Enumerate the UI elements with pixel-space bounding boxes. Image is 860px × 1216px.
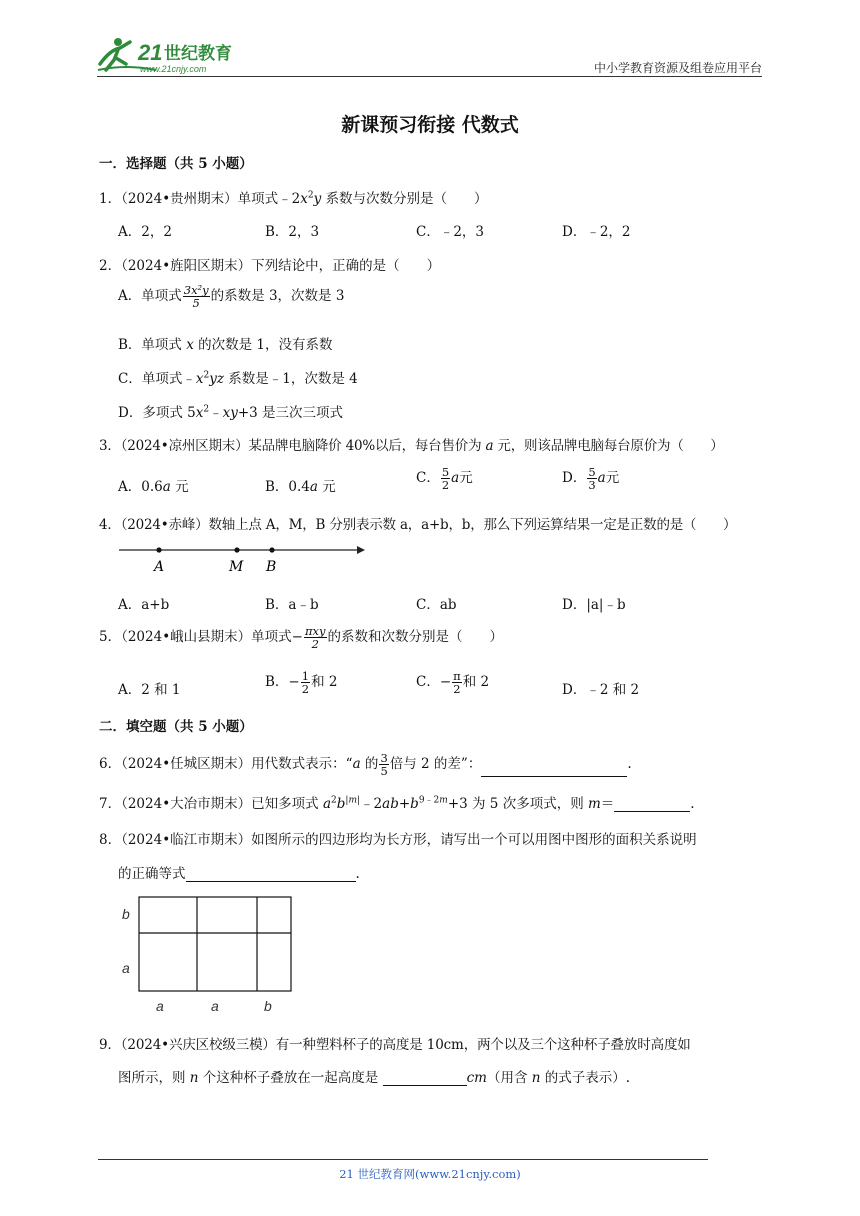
footer-divider bbox=[98, 1159, 708, 1160]
question-text: 有一种塑料杯子的高度是 10cm，两个以及三个这种杯子叠放时高度如 bbox=[275, 1037, 691, 1053]
question-3: 3．（2024•凉州区期末）某品牌电脑降价 40%以后，每台售价为 a 元，则该品牌电脑每台原价为（ ） bbox=[99, 438, 724, 454]
q3-option-b[interactable]: B．0.4a 元 bbox=[265, 479, 336, 495]
question-5 bbox=[99, 625, 503, 650]
option-text: 和 2 bbox=[462, 674, 490, 691]
option-text: B．单项式 bbox=[118, 337, 187, 353]
fraction bbox=[301, 670, 310, 695]
question-text: 用代数式表示：“ bbox=[251, 756, 353, 773]
question-number: 4． bbox=[99, 517, 121, 533]
question-7: 7．（2024•大冶市期末）已知多项式 $a^2b^{|m|}﹣2ab+b^{9﹣2m}+3$ 为 5 次多项式，则 m＝ . bbox=[99, 795, 695, 812]
q2-option-b[interactable]: B．单项式 x 的次数是 1，没有系数 bbox=[118, 337, 333, 353]
question-text: 倍与 2 的差”： bbox=[389, 756, 482, 773]
axis-label-m: M bbox=[229, 559, 244, 575]
option-text: D．多项式 5 bbox=[118, 405, 196, 421]
question-source: （2024•兴庆区校级三模） bbox=[120, 1037, 276, 1053]
question-8 bbox=[99, 828, 697, 848]
col-label-a2: a bbox=[211, 998, 219, 1014]
option-text: C．单项式﹣ bbox=[118, 371, 196, 387]
q3-option-c[interactable]: C． $\frac{5}{2}$ a元 bbox=[416, 465, 473, 493]
question-text: 如图所示的四边形均为长方形，请写出一个可以用图中图形的面积关系说明 bbox=[251, 832, 697, 848]
q5-option-c[interactable] bbox=[416, 670, 489, 695]
col-label-b: b bbox=[264, 998, 272, 1014]
question-text: 图所示，则 bbox=[118, 1070, 190, 1086]
fraction bbox=[441, 466, 450, 491]
axis-label-a: A bbox=[154, 559, 165, 575]
question-number: 7． bbox=[99, 796, 122, 812]
section-heading-fill: 二．填空题（共 5 小题） bbox=[99, 719, 253, 735]
logo-text: 世纪教育 bbox=[164, 44, 232, 64]
question-number: 5． bbox=[99, 629, 122, 646]
row-label-a: a bbox=[122, 960, 130, 976]
fraction-denominator: 5 bbox=[192, 296, 200, 311]
question-text: 系数与次数分别是（ ） bbox=[325, 191, 488, 207]
question-text: +3 为 5 次多项式，则 bbox=[447, 796, 588, 812]
question-number: 3． bbox=[99, 438, 121, 454]
question-text: 某品牌电脑降价 40%以后，每台售价为 bbox=[248, 438, 486, 454]
answer-blank[interactable] bbox=[614, 795, 690, 812]
question-text: ＝ bbox=[600, 796, 615, 812]
fraction-denominator: 2 bbox=[311, 637, 319, 652]
question-9 bbox=[99, 1033, 691, 1053]
question-8-line2 bbox=[118, 862, 360, 882]
fraction-numerator: 3 bbox=[380, 751, 388, 765]
question-1: 1．（2024•贵州期末）单项式$﹣2x^2y$ 系数与次数分别是（ ） bbox=[99, 190, 488, 207]
option-text: +3 是三次三项式 bbox=[237, 405, 344, 421]
question-source: （2024•峨山县期末） bbox=[121, 629, 252, 646]
question-source: （2024•旌阳区期末） bbox=[121, 258, 252, 274]
header-divider bbox=[97, 76, 762, 77]
fraction-denominator: 3 bbox=[588, 478, 596, 493]
question-number: 6． bbox=[99, 756, 122, 773]
fraction bbox=[304, 625, 327, 650]
option-text: B．0.4 bbox=[265, 479, 310, 495]
option-text: 的次数是 1，没有系数 bbox=[193, 337, 333, 353]
footer-link[interactable]: 21 世纪教育网(www.21cnjy.com) bbox=[339, 1167, 521, 1181]
question-text: 单项式− bbox=[251, 629, 303, 646]
rectangle-figure bbox=[116, 893, 306, 1021]
question-text: 数轴上点 A，M，B 分别表示数 a，a+b，b，那么下列运算结果一定是正数的是（ ） bbox=[208, 517, 737, 533]
question-text: 的正确等式 bbox=[118, 866, 186, 882]
fraction-denominator: 2 bbox=[453, 682, 461, 697]
fraction bbox=[379, 752, 388, 777]
col-label-a1: a bbox=[156, 998, 164, 1014]
question-source: （2024•临江市期末） bbox=[121, 832, 252, 848]
q4-option-b[interactable]: B．a﹣b bbox=[265, 597, 319, 613]
question-text: 单项式﹣2 bbox=[237, 191, 301, 207]
question-text: 的式子表示）. bbox=[540, 1070, 631, 1086]
fraction-numerator: 1 bbox=[301, 669, 310, 683]
logo-number: 21 bbox=[138, 40, 163, 65]
question-number: 9． bbox=[99, 1037, 121, 1053]
axis-label-b: B bbox=[266, 559, 277, 575]
section-heading-choice: 一．选择题（共 5 小题） bbox=[99, 156, 253, 172]
question-text: 下列结论中，正确的是（ ） bbox=[251, 258, 441, 274]
fraction-numerator: π bbox=[453, 669, 461, 683]
option-unit: 元 bbox=[459, 470, 473, 487]
q3-option-a[interactable]: A．0.6a 元 bbox=[118, 479, 189, 495]
question-text: 的 bbox=[360, 756, 379, 773]
option-text: D． bbox=[562, 470, 587, 487]
question-text: 个这种杯子叠放在一起高度是 bbox=[198, 1070, 383, 1086]
option-text: A．0.6 bbox=[118, 479, 163, 495]
answer-blank[interactable] bbox=[481, 760, 627, 777]
fraction-numerator: 3x²y bbox=[183, 283, 209, 297]
question-4 bbox=[99, 513, 736, 533]
fraction-numerator: 5 bbox=[441, 465, 450, 479]
question-text: . bbox=[690, 796, 695, 812]
option-text: C．− bbox=[416, 674, 452, 691]
question-source: （2024•赤峰） bbox=[120, 517, 209, 533]
fraction bbox=[183, 284, 210, 309]
question-text: 元，则该品牌电脑每台原价为（ ） bbox=[493, 438, 724, 454]
q3-option-d[interactable]: D． $\frac{5}{3}$ a元 bbox=[562, 465, 620, 493]
option-unit: 元 bbox=[317, 479, 336, 495]
q2-option-d[interactable]: D．多项式 $5x^2﹣xy+3$ 是三次三项式 bbox=[118, 404, 344, 421]
q1-option-d[interactable]: D．﹣2，2 bbox=[562, 224, 631, 240]
q5-option-a[interactable]: A．2 和 1 bbox=[118, 682, 181, 698]
question-text: . bbox=[355, 866, 360, 882]
question-text: 已知多项式 bbox=[251, 796, 323, 812]
option-text: C． bbox=[416, 470, 440, 487]
question-number: 1． bbox=[99, 191, 122, 207]
q5-option-d[interactable]: D．﹣2 和 2 bbox=[562, 682, 640, 698]
question-text: . bbox=[627, 756, 632, 773]
question-source: （2024•大冶市期末） bbox=[121, 796, 252, 812]
q2-option-c[interactable]: C．单项式$﹣x^2yz$ 系数是﹣1，次数是 4 bbox=[118, 370, 358, 387]
option-unit: 元 bbox=[605, 470, 620, 487]
q4-option-c[interactable]: C．ab bbox=[416, 597, 457, 613]
q1-option-c[interactable]: C．﹣2，3 bbox=[416, 224, 485, 240]
question-2 bbox=[99, 254, 440, 274]
question-number: 8． bbox=[99, 832, 122, 848]
option-text: 的系数是 3，次数是 3 bbox=[210, 288, 345, 305]
q4-option-d[interactable]: D．|a|﹣b bbox=[562, 597, 626, 613]
q1-option-b[interactable]: B．2，3 bbox=[265, 224, 320, 240]
q1-option-a[interactable]: A．2，2 bbox=[118, 224, 172, 240]
option-text: A．单项式 bbox=[118, 288, 182, 305]
fraction-denominator: 2 bbox=[301, 682, 310, 697]
fraction-denominator: 5 bbox=[380, 764, 388, 779]
option-text: 和 2 bbox=[311, 674, 338, 691]
fraction bbox=[452, 670, 462, 695]
platform-name: 中小学教育资源及组卷应用平台 bbox=[593, 61, 762, 75]
q4-option-a[interactable]: A．a+b bbox=[118, 597, 170, 613]
site-logo bbox=[96, 36, 256, 80]
option-text: B．− bbox=[265, 674, 300, 691]
question-number: 2． bbox=[99, 258, 122, 274]
fraction-numerator: πxy bbox=[304, 624, 326, 638]
fraction-denominator: 2 bbox=[441, 478, 450, 493]
fraction-numerator: 5 bbox=[588, 465, 596, 479]
row-label-b: b bbox=[122, 906, 130, 922]
option-text: 系数是﹣1，次数是 4 bbox=[223, 371, 358, 387]
q5-option-b[interactable] bbox=[265, 670, 337, 695]
question-source: （2024•贵州期末） bbox=[121, 191, 238, 207]
page-title: 新课预习衔接 代数式 bbox=[341, 114, 519, 136]
question-6: 6．（2024•任城区期末）用代数式表示：“a 的 $\frac{3}{5}$ 倍与 2 的差”： . bbox=[99, 751, 632, 779]
answer-blank[interactable] bbox=[186, 865, 356, 882]
fraction bbox=[587, 466, 596, 491]
answer-blank[interactable] bbox=[383, 1069, 467, 1086]
question-source: （2024•任城区期末） bbox=[121, 756, 252, 773]
q2-option-a[interactable] bbox=[118, 284, 344, 309]
logo-url: www.21cnjy.com bbox=[140, 64, 207, 74]
question-text: （用含 bbox=[486, 1070, 532, 1086]
question-9-line2: 图所示，则 n 个这种杯子叠放在一起高度是 cm（用含 n 的式子表示）. bbox=[118, 1070, 631, 1086]
question-source: （2024•凉州区期末） bbox=[120, 438, 249, 454]
number-line-figure bbox=[115, 540, 375, 576]
option-unit: 元 bbox=[170, 479, 189, 495]
question-text: 的系数和次数分别是（ ） bbox=[327, 629, 504, 646]
